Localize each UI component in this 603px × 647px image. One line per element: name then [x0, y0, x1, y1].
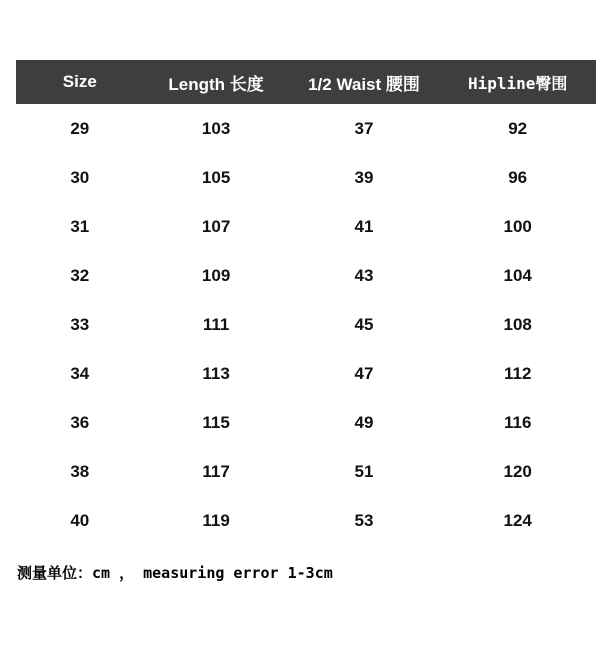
hipline-value: 116 — [503, 412, 532, 432]
half-waist-value: 45 — [354, 314, 374, 334]
hipline-value: 108 — [503, 314, 532, 334]
column-header-size: Size — [62, 72, 97, 91]
size-value: 29 — [70, 118, 90, 138]
table-row — [16, 202, 596, 251]
size-value: 32 — [70, 265, 90, 285]
size-value: 34 — [70, 363, 90, 383]
length-value: 115 — [202, 412, 230, 432]
length-value: 111 — [202, 314, 230, 334]
hipline-value: 124 — [503, 510, 532, 530]
size-value: 40 — [70, 510, 90, 530]
half-waist-value: 39 — [354, 167, 374, 187]
column-header-hipline: Hipline臀围 — [467, 73, 568, 93]
half-waist-value: 49 — [354, 412, 374, 432]
size-value: 38 — [70, 461, 90, 481]
table-row — [16, 447, 596, 496]
table-header-row — [16, 60, 596, 104]
table-row — [16, 153, 596, 202]
length-value: 109 — [201, 265, 231, 285]
column-header-length: Length 长度 — [168, 74, 264, 94]
size-chart-table — [16, 60, 596, 545]
hipline-value: 92 — [508, 118, 528, 138]
hipline-value: 96 — [508, 167, 528, 187]
length-value: 119 — [202, 510, 230, 530]
table-row — [16, 300, 596, 349]
measurement-unit-note: 测量单位：cm ， measuring error 1-3cm — [17, 564, 333, 582]
hipline-value: 104 — [503, 265, 532, 285]
column-header-half-waist: 1/2 Waist 腰围 — [308, 74, 420, 94]
table-row — [16, 349, 596, 398]
hipline-value: 112 — [503, 363, 532, 383]
half-waist-value: 51 — [354, 461, 374, 481]
half-waist-value: 37 — [354, 118, 374, 138]
table-row — [16, 104, 596, 153]
size-value: 31 — [70, 216, 90, 236]
length-value: 117 — [202, 461, 230, 481]
half-waist-value: 43 — [354, 265, 374, 285]
table-row — [16, 251, 596, 300]
size-value: 33 — [70, 314, 90, 334]
length-value: 105 — [201, 167, 231, 187]
length-value: 103 — [201, 118, 231, 138]
length-value: 113 — [202, 363, 230, 383]
table-row — [16, 398, 596, 447]
half-waist-value: 53 — [354, 510, 374, 530]
length-value: 107 — [201, 216, 231, 236]
size-value: 36 — [70, 412, 90, 432]
hipline-value: 120 — [503, 461, 532, 481]
half-waist-value: 41 — [354, 216, 374, 236]
size-value: 30 — [70, 167, 90, 187]
table-row — [16, 496, 596, 545]
hipline-value: 100 — [503, 216, 532, 236]
half-waist-value: 47 — [354, 363, 374, 383]
